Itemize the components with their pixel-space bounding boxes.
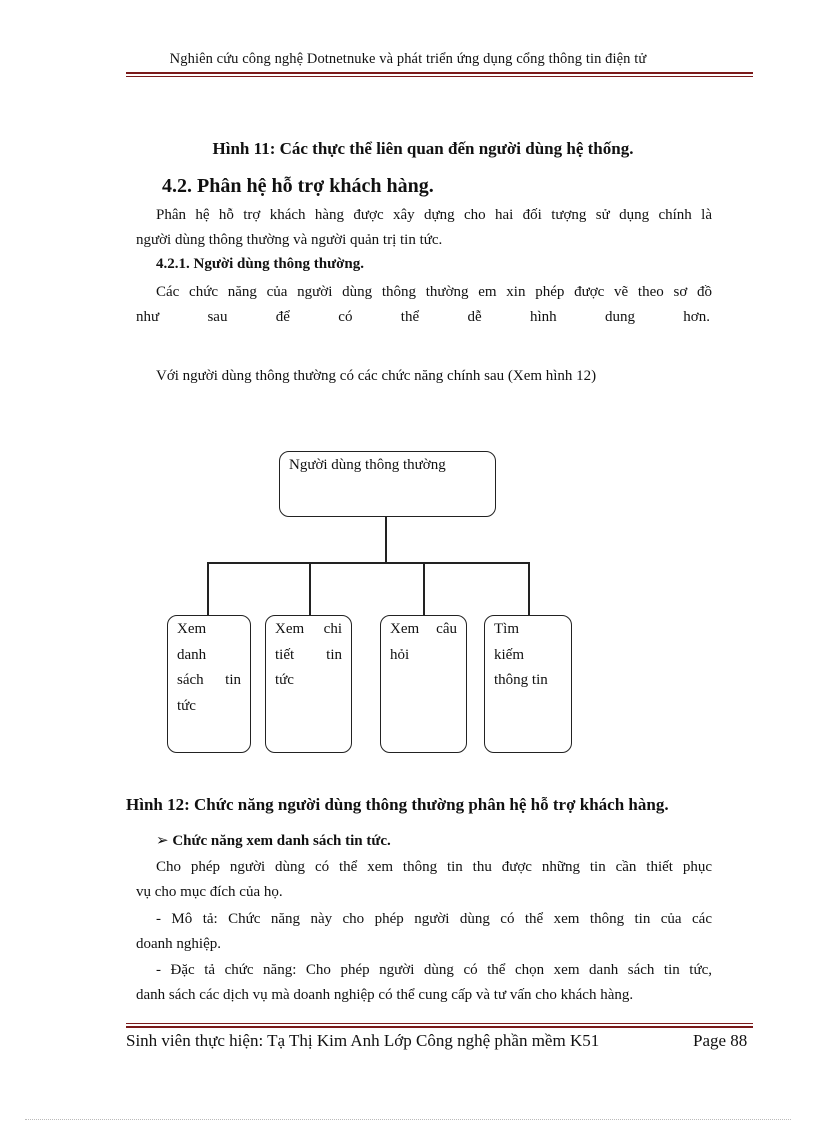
child-line: hỏi bbox=[390, 646, 410, 663]
child-line: Xem câu bbox=[390, 621, 457, 637]
child-line: Xem chi bbox=[275, 621, 342, 637]
section-4-2-1-para-line2 bbox=[136, 305, 710, 330]
diagram-child-box bbox=[265, 615, 352, 753]
header-rule-top bbox=[126, 72, 753, 74]
diagram-child-box bbox=[380, 615, 467, 753]
feature-para1-line1: Cho phép người dùng có thể xem thông tin thu được những tin cần thiết phục bbox=[156, 859, 712, 875]
diagram-root-label: Người dùng thông thường bbox=[289, 457, 446, 473]
figure-12-caption: Hình 12: Chức năng người dùng thông thường phân hệ hỗ trợ khách hàng. bbox=[126, 795, 669, 814]
feature-desc-line2: doanh nghiệp. bbox=[136, 936, 221, 952]
child-line: danh bbox=[177, 646, 207, 663]
word: dễ bbox=[467, 309, 482, 325]
word: sau bbox=[207, 309, 228, 325]
figure-11-caption: Hình 11: Các thực thể liên quan đến người dùng hệ thống. bbox=[212, 139, 634, 158]
connector-drop-2 bbox=[309, 562, 311, 616]
word: để bbox=[275, 309, 290, 325]
page-header: Nghiên cứu công nghệ Dotnetnuke và phát triển ứng dụng cổng thông tin điện tử bbox=[169, 51, 647, 67]
connector-bar bbox=[207, 562, 529, 564]
diagram-child-box bbox=[167, 615, 251, 753]
diagram-child-box bbox=[484, 615, 572, 753]
connector-drop-4 bbox=[528, 562, 530, 616]
page-bottom-separator bbox=[25, 1119, 791, 1120]
feature-spec-line2: danh sách các dịch vụ mà doanh nghiệp có thể cung cấp và tư vấn cho khách hàng. bbox=[136, 987, 634, 1003]
header-rule-bottom bbox=[126, 76, 753, 77]
child-line: tiết tin bbox=[275, 646, 342, 663]
child-line: kiếm bbox=[494, 646, 524, 663]
child-line: Xem bbox=[177, 621, 207, 637]
feature-desc-line1: - Mô tả: Chức năng này cho phép người dùng có thể xem thông tin của các bbox=[156, 911, 712, 927]
child-line: thông tin bbox=[494, 672, 548, 688]
footer-rule-bottom bbox=[126, 1026, 753, 1028]
feature-spec-line1: - Đặc tả chức năng: Cho phép người dùng có thể chọn xem danh sách tin tức, bbox=[156, 962, 712, 978]
section-4-2-1-para-line1: Các chức năng của người dùng thông thường em xin phép được vẽ theo sơ đồ bbox=[156, 284, 712, 300]
child-line: Tìm bbox=[494, 621, 519, 637]
footer-page-number: Page 88 bbox=[693, 1031, 748, 1050]
word: thể bbox=[400, 309, 420, 325]
word: hơn. bbox=[683, 309, 710, 325]
word: như bbox=[136, 309, 160, 325]
child-line: sách tin bbox=[177, 672, 241, 688]
feature-heading bbox=[156, 831, 391, 850]
section-4-2-1-heading: 4.2.1. Người dùng thông thường. bbox=[156, 256, 365, 272]
connector-drop-3 bbox=[423, 562, 425, 616]
bullet-arrow-icon: ➢ bbox=[156, 833, 169, 849]
connector-trunk bbox=[385, 517, 387, 563]
feature-para1-line2: vụ cho mục đích của họ. bbox=[136, 884, 283, 900]
section-4-2-heading: 4.2. Phân hệ hỗ trợ khách hàng. bbox=[162, 175, 434, 197]
connector-drop-1 bbox=[207, 562, 209, 616]
child-line: tức bbox=[275, 672, 294, 688]
feature-heading-text: Chức năng xem danh sách tin tức. bbox=[172, 833, 391, 849]
word: dung bbox=[604, 309, 635, 325]
section-4-2-para-line1: Phân hệ hỗ trợ khách hàng được xây dựng cho hai đối tượng sử dụng chính là bbox=[156, 207, 712, 223]
child-line: tức bbox=[177, 697, 196, 714]
footer-rule-top bbox=[126, 1023, 753, 1024]
section-4-2-para-line2: người dùng thông thường và người quản trị tin tức. bbox=[136, 232, 443, 248]
word: hình bbox=[529, 309, 557, 325]
diagram-root-box bbox=[279, 451, 496, 517]
footer-author: Sinh viên thực hiện: Tạ Thị Kim Anh Lớp Công nghệ phần mềm K51 bbox=[126, 1031, 600, 1050]
diagram-intro: Với người dùng thông thường có các chức năng chính sau (Xem hình 12) bbox=[156, 368, 597, 384]
word: có bbox=[338, 309, 353, 325]
